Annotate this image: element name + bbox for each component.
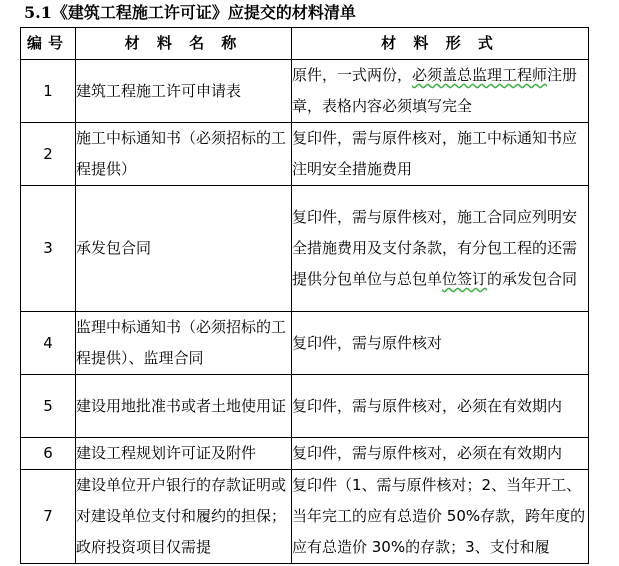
material-name: 承发包合同 [76, 186, 292, 312]
header-material-form: 材 料 形 式 [292, 28, 589, 60]
header-number: 编号 [21, 28, 76, 60]
material-form: 复印件，需与原件核对 [292, 312, 589, 375]
material-name: 施工中标通知书（必须招标的工程提供） [76, 123, 292, 186]
table-row [21, 438, 589, 470]
material-form: 复印件（1、需与原件核对；2、当年开工、当年完工的应有总造价 50%存款，跨年度的应有总造价 30%的存款；3、支付和履 [292, 470, 589, 564]
material-name: 建设工程规划许可证及附件 [76, 438, 292, 470]
material-form [292, 186, 589, 312]
row-number: 2 [21, 123, 76, 186]
material-form: 复印件，需与原件核对，施工中标通知书应注明安全措施费用 [292, 123, 589, 186]
table-row [21, 312, 589, 375]
header-material-name: 材 料 名 称 [76, 28, 292, 60]
row-number: 7 [21, 470, 76, 564]
row-number: 4 [21, 312, 76, 375]
row-number: 1 [21, 60, 76, 123]
row-number: 3 [21, 186, 76, 312]
grammar-flagged-text: 位签订 [442, 270, 488, 288]
table-header-row [21, 28, 589, 60]
material-name: 建筑工程施工许可申请表 [76, 60, 292, 123]
table-row [21, 123, 589, 186]
form-text: 注册章，表格内容必须填写完全 [292, 66, 578, 115]
materials-table [20, 27, 589, 564]
material-name: 监理中标通知书（必须招标的工程提供）、监理合同 [76, 312, 292, 375]
form-text: 复印件，需与原件核对，施工合同应列明安全措施费用及支付条款，有分包工程的还需提供分包单位与总包单 [292, 208, 578, 288]
material-name: 建设用地批准书或者土地使用证 [76, 375, 292, 438]
material-form: 复印件，需与原件核对，必须在有效期内 [292, 438, 589, 470]
row-number: 6 [21, 438, 76, 470]
material-name: 建设单位开户银行的存款证明或对建设单位支付和履约的担保；政府投资项目仅需提 [76, 470, 292, 564]
table-row [21, 60, 589, 123]
document-title: 5.1《建筑工程施工许可证》应提交的材料清单 [24, 3, 356, 22]
row-number: 5 [21, 375, 76, 438]
table-row [21, 186, 589, 312]
material-form: 复印件，需与原件核对，必须在有效期内 [292, 375, 589, 438]
table-row [21, 470, 589, 564]
form-text: 的承发包合同 [487, 270, 578, 288]
material-form [292, 60, 589, 123]
table-row [21, 375, 589, 438]
form-text: 原件，一式两份， [292, 66, 413, 84]
grammar-flagged-text: 必须盖总监理工程师 [412, 66, 548, 84]
